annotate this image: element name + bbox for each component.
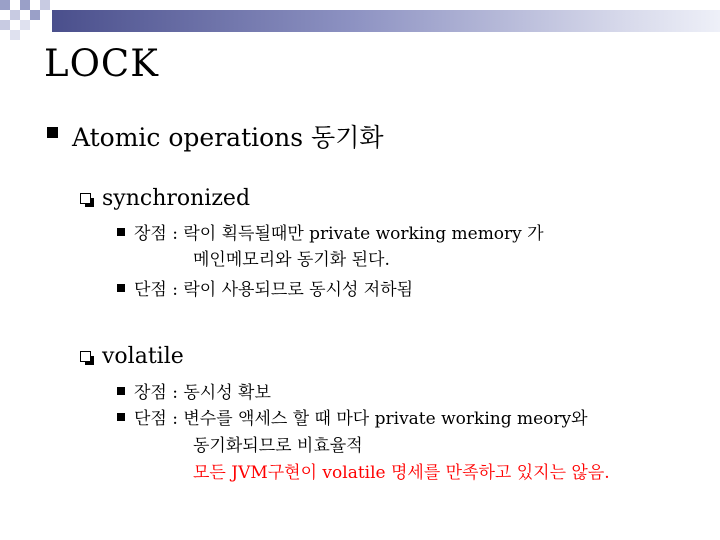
slide-title: LOCK (44, 42, 159, 85)
square-bullet-icon (117, 284, 125, 292)
level1-text: Atomic operations 동기화 (72, 123, 384, 152)
volatile-disadvantage-line3: 모든 JVM구현이 volatile 명세를 만족하고 있지는 않음. (193, 463, 610, 483)
square-bullet-icon (117, 228, 125, 236)
section-heading-volatile: volatile (102, 344, 184, 369)
corner-square (10, 10, 20, 20)
hollow-square-bullet-icon (80, 351, 91, 362)
square-bullet-icon (117, 413, 125, 421)
corner-square (30, 10, 40, 20)
sync-advantage-line2: 메인메모리와 동기화 된다. (193, 250, 390, 270)
corner-square (10, 30, 20, 40)
sync-disadvantage-line1: 단점 : 락이 사용되므로 동시성 저하됨 (134, 280, 414, 300)
corner-square (20, 0, 30, 10)
title-bar-gradient (52, 10, 720, 32)
volatile-advantage-line1: 장점 : 동시성 확보 (134, 383, 271, 403)
corner-square (40, 0, 50, 10)
sync-advantage-line1: 장점 : 락이 획득될때만 private working memory 가 (134, 224, 544, 244)
corner-square (20, 20, 30, 30)
corner-square (0, 20, 10, 30)
corner-square (0, 0, 10, 10)
section-heading-synchronized: synchronized (102, 186, 251, 211)
volatile-disadvantage-line2: 동기화되므로 비효율적 (193, 436, 363, 456)
square-bullet-icon (117, 387, 125, 395)
corner-decoration (0, 0, 52, 44)
volatile-disadvantage-line1: 단점 : 변수를 액세스 할 때 마다 private working meory와 (134, 409, 588, 429)
hollow-square-bullet-icon (80, 193, 91, 204)
square-bullet-icon (47, 127, 58, 138)
